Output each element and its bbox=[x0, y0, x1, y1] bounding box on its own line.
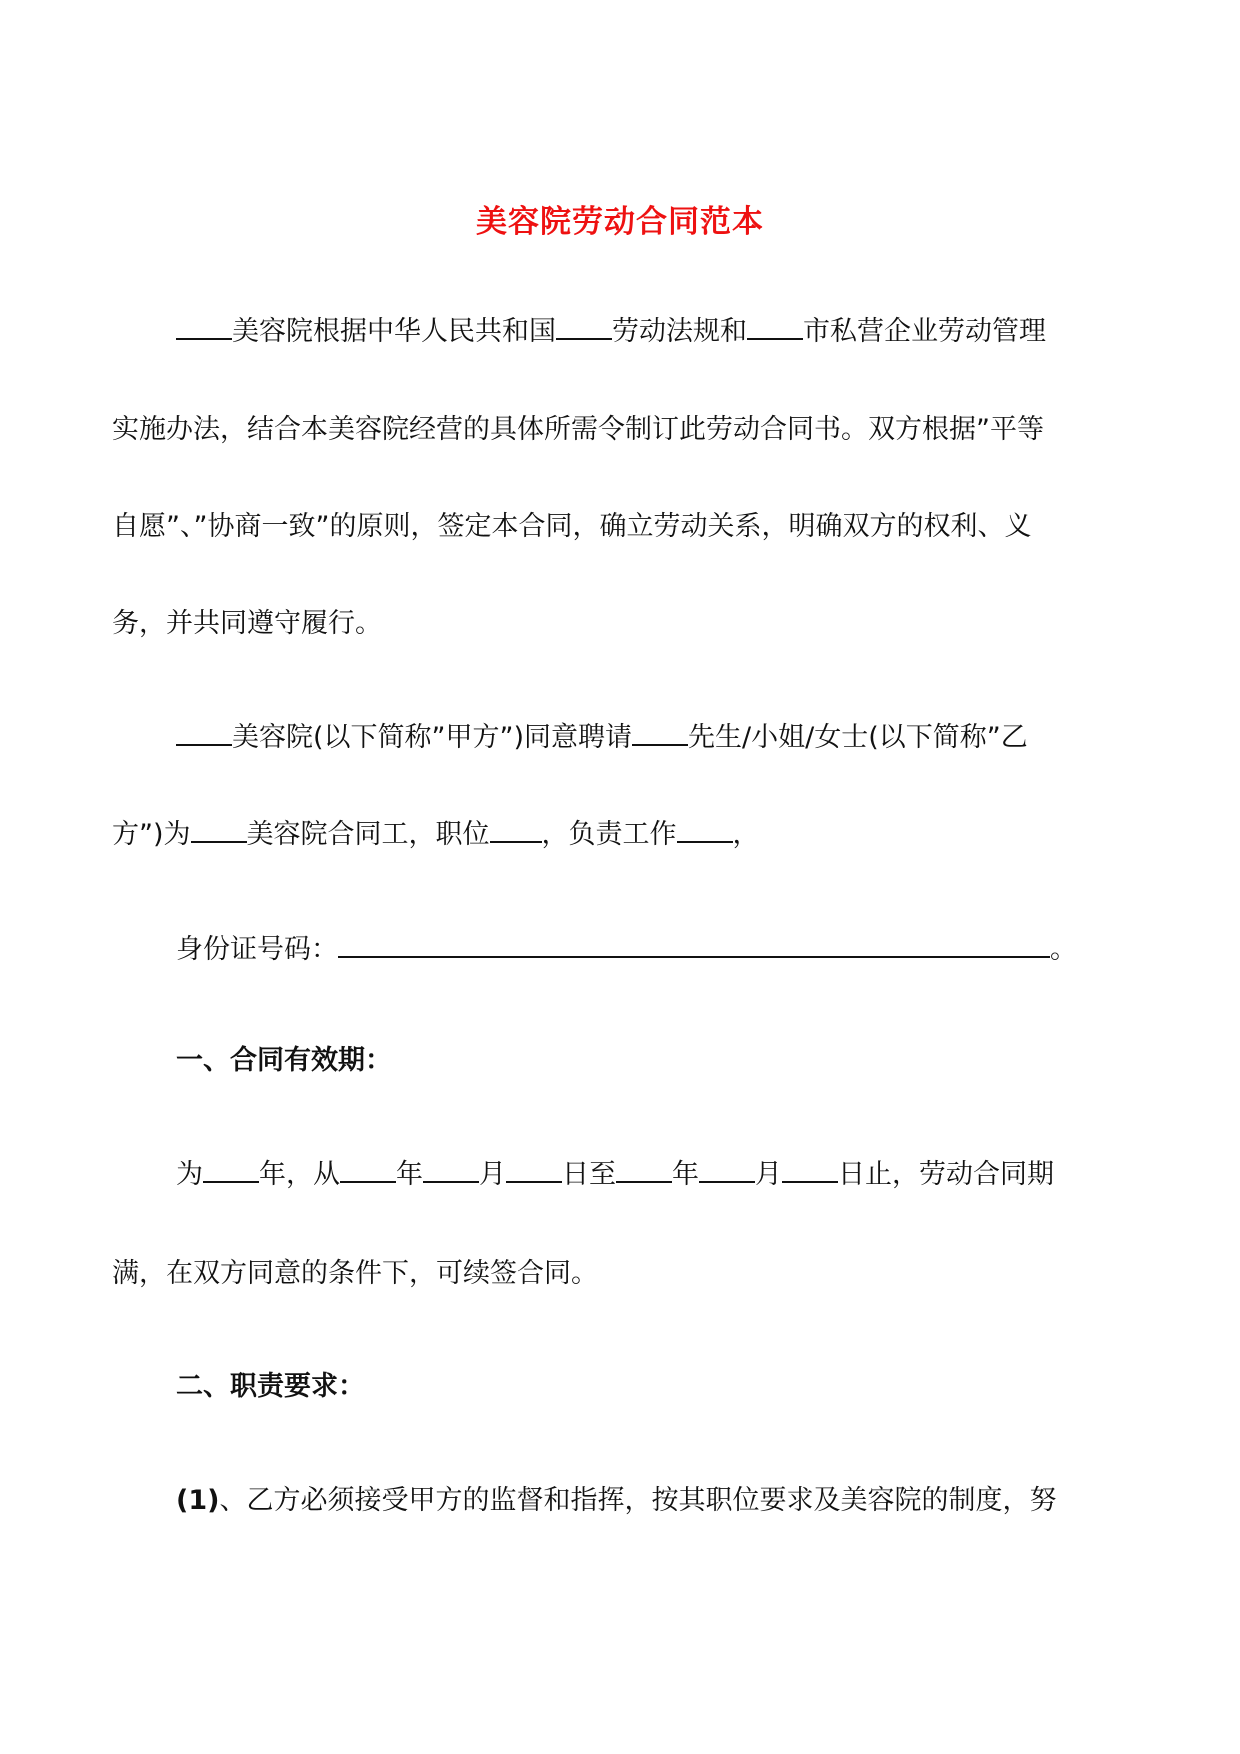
blank-underline bbox=[677, 817, 733, 843]
blank-underline bbox=[506, 1157, 562, 1183]
document-title: 美容院劳动合同范本 bbox=[476, 204, 764, 240]
blank-underline bbox=[632, 720, 688, 746]
text-segment: 市私营企业劳动管理 bbox=[803, 316, 1046, 347]
blank-underline bbox=[699, 1157, 755, 1183]
blank-underline bbox=[782, 1157, 838, 1183]
blank-underline bbox=[340, 1157, 396, 1183]
text-segment: 日至 bbox=[562, 1159, 616, 1190]
id-number-label: 身份证号码： bbox=[176, 934, 338, 965]
paragraph-1-line-4: 务，并共同遵守履行。 bbox=[112, 608, 382, 639]
paragraph-1-line-3: 自愿”、”协商一致”的原则，签定本合同，确立劳动关系，明确双方的权利、义 bbox=[112, 511, 1032, 542]
section-1-line-1 bbox=[176, 1157, 1240, 1193]
blank-underline bbox=[490, 817, 542, 843]
text-segment: ，负责工作 bbox=[541, 819, 677, 850]
blank-underline bbox=[176, 720, 232, 746]
text-segment: 。 bbox=[1050, 934, 1077, 965]
text-segment: 美容院根据中华人民共和国 bbox=[232, 316, 556, 347]
text-segment: 月 bbox=[755, 1159, 782, 1190]
id-number-blank bbox=[338, 932, 1050, 958]
blank-underline bbox=[191, 817, 247, 843]
text-segment: 先生/小姐/女士(以下简称”乙 bbox=[688, 722, 1028, 753]
blank-underline bbox=[556, 314, 612, 340]
section-2-heading: 二、职责要求： bbox=[176, 1371, 365, 1402]
section-2-item-1 bbox=[176, 1483, 1240, 1519]
paragraph-2-line-2 bbox=[112, 817, 1240, 853]
text-segment: 年，从 bbox=[259, 1159, 340, 1190]
text-segment: 美容院合同工，职位 bbox=[246, 819, 490, 850]
text-segment: 为 bbox=[176, 1159, 203, 1190]
text-segment: 月 bbox=[479, 1159, 506, 1190]
text-segment: 年 bbox=[672, 1159, 699, 1190]
paragraph-1-line-2: 实施办法，结合本美容院经营的具体所需令制订此劳动合同书。双方根据”平等 bbox=[112, 414, 1044, 445]
text-segment: 、乙方必须接受甲方的监督和指挥，按其职位要求及美容院的制度，努 bbox=[219, 1485, 1057, 1516]
text-segment: 美容院(以下简称”甲方”)同意聘请 bbox=[232, 722, 633, 753]
id-number-line bbox=[176, 932, 1240, 968]
blank-underline bbox=[423, 1157, 479, 1183]
text-segment: 日止，劳动合同期 bbox=[838, 1159, 1054, 1190]
blank-underline bbox=[747, 314, 803, 340]
paragraph-1-line-1 bbox=[176, 314, 1240, 350]
text-segment: 方”)为 bbox=[112, 819, 191, 850]
text-segment: ， bbox=[732, 819, 760, 850]
text-segment: 年 bbox=[396, 1159, 423, 1190]
item-number: (1) bbox=[176, 1485, 220, 1516]
blank-underline bbox=[203, 1157, 259, 1183]
paragraph-2-line-1 bbox=[176, 720, 1240, 756]
section-1-heading: 一、合同有效期： bbox=[176, 1045, 392, 1076]
section-1-line-2: 满，在双方同意的条件下，可续签合同。 bbox=[112, 1258, 598, 1289]
blank-underline bbox=[176, 314, 232, 340]
text-segment: 劳动法规和 bbox=[612, 316, 747, 347]
blank-underline bbox=[616, 1157, 672, 1183]
